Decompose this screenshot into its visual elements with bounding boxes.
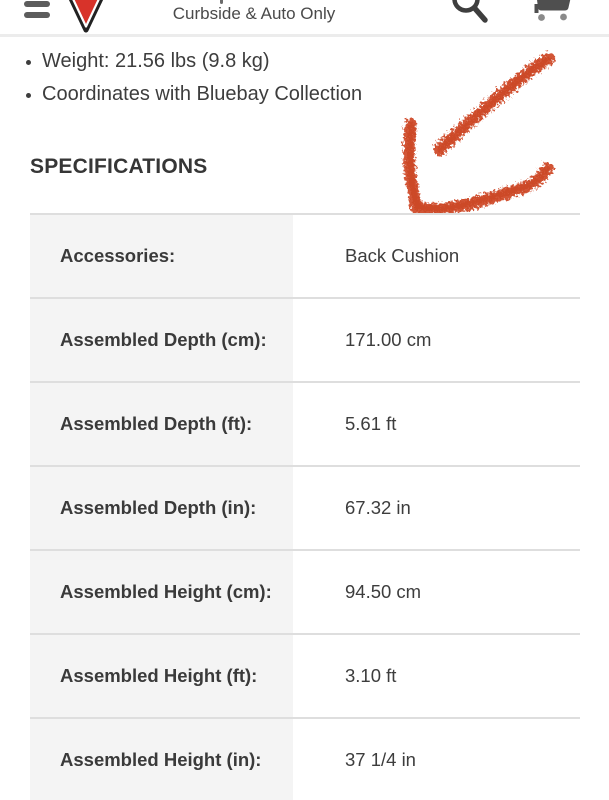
spec-value: 94.50 cm bbox=[345, 581, 422, 602]
spec-value-cell bbox=[293, 383, 580, 465]
app-header bbox=[0, 0, 609, 37]
spec-label-cell bbox=[30, 635, 293, 717]
spec-label-cell bbox=[30, 383, 293, 465]
table-row bbox=[30, 549, 580, 633]
table-row bbox=[30, 381, 580, 465]
spec-label: Accessories: bbox=[60, 245, 176, 266]
table-row bbox=[30, 717, 580, 800]
red-triangle-logo[interactable] bbox=[64, 0, 108, 34]
spec-value-cell bbox=[293, 719, 580, 800]
spec-value: 37 1/4 in bbox=[345, 749, 416, 770]
table-row bbox=[30, 465, 580, 549]
spec-value-cell bbox=[293, 635, 580, 717]
hamburger-icon bbox=[24, 12, 50, 18]
table-row bbox=[30, 633, 580, 717]
spec-label-cell bbox=[30, 215, 293, 297]
spec-value: 5.61 ft bbox=[345, 413, 397, 434]
feature-item: • Weight: 21.56 lbs (9.8 kg) bbox=[42, 45, 609, 78]
spec-value-cell bbox=[293, 299, 580, 381]
table-row bbox=[30, 297, 580, 381]
spec-value: 3.10 ft bbox=[345, 665, 397, 686]
spec-label: Assembled Depth (in): bbox=[60, 497, 257, 518]
specifications-heading: SPECIFICATIONS bbox=[30, 155, 208, 178]
spec-value: 171.00 cm bbox=[345, 329, 432, 350]
feature-item: • Coordinates with Bluebay Collection bbox=[42, 78, 609, 111]
spec-label: Assembled Depth (ft): bbox=[60, 413, 253, 434]
spec-label-cell bbox=[30, 467, 293, 549]
spec-value: Back Cushion bbox=[345, 245, 460, 266]
store-status-label[interactable]: Curbside & Auto Only bbox=[172, 4, 336, 23]
spec-label-cell bbox=[30, 299, 293, 381]
search-icon[interactable] bbox=[446, 0, 490, 26]
specifications-table bbox=[30, 213, 580, 800]
hamburger-icon bbox=[24, 1, 50, 7]
menu-button[interactable] bbox=[24, 0, 50, 22]
spec-value-cell bbox=[293, 551, 580, 633]
product-feature-list bbox=[0, 45, 609, 111]
spec-value: 67.32 in bbox=[345, 497, 411, 518]
cart-icon[interactable] bbox=[528, 0, 574, 24]
spec-label-cell bbox=[30, 551, 293, 633]
spec-value-cell bbox=[293, 215, 580, 297]
table-row bbox=[30, 213, 580, 297]
spec-label: Assembled Height (in): bbox=[60, 749, 262, 770]
spec-label: Assembled Depth (cm): bbox=[60, 329, 267, 350]
spec-label: Assembled Height (cm): bbox=[60, 581, 272, 602]
spec-label-cell bbox=[30, 719, 293, 800]
spec-value-cell bbox=[293, 467, 580, 549]
spec-label: Assembled Height (ft): bbox=[60, 665, 258, 686]
